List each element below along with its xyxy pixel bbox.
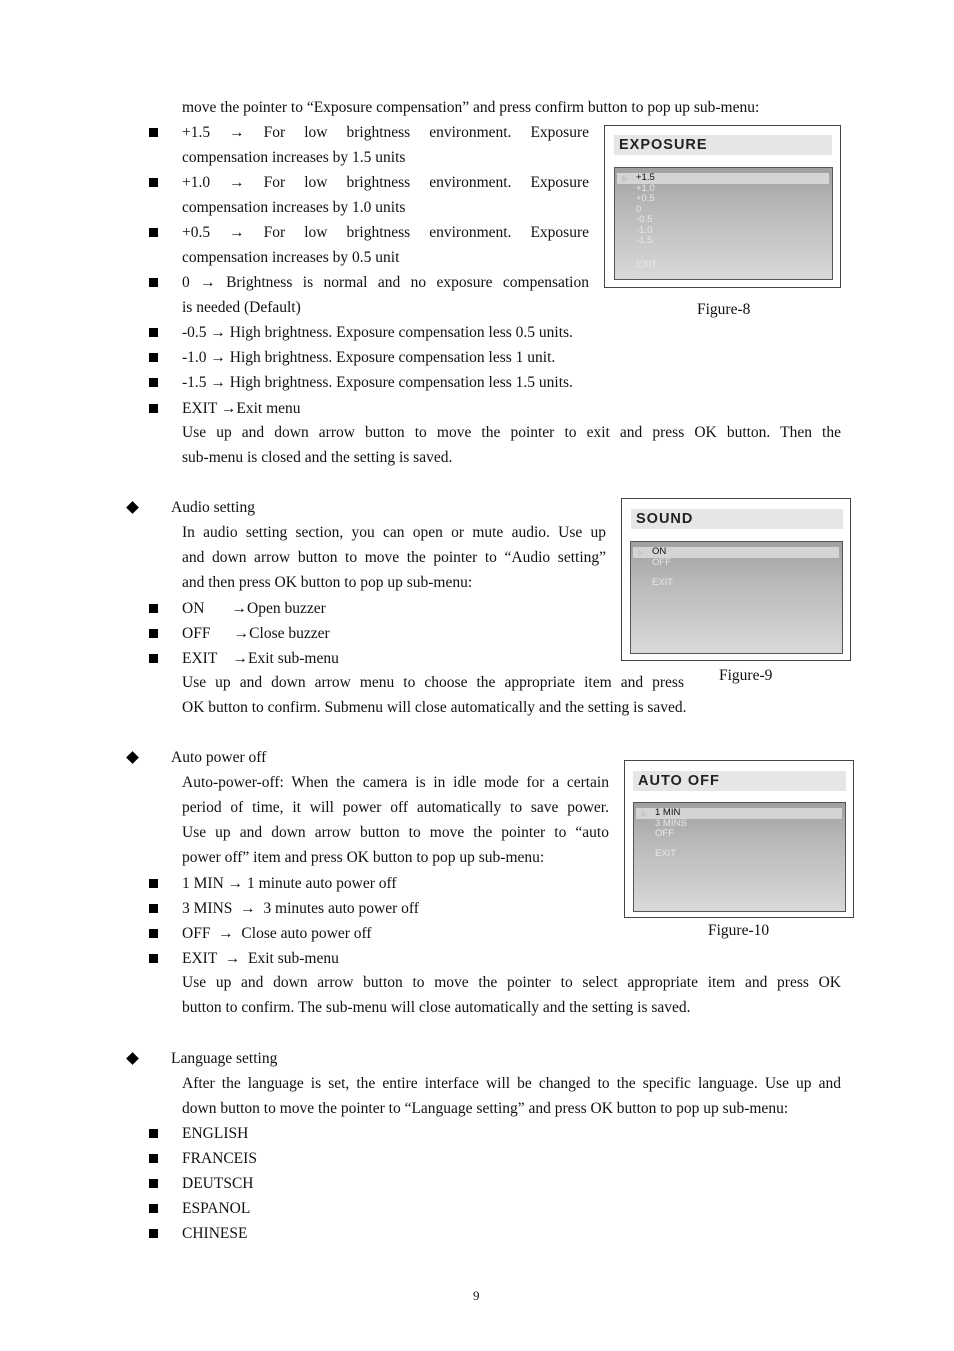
exposure-item-6: -1.0 → High brightness. Exposure compensation less 1 unit. [182, 349, 556, 366]
bullet-square [149, 1204, 158, 1213]
autopower-heading: Auto power off [171, 749, 267, 766]
bullet-square [149, 404, 158, 413]
figure-10-caption: Figure-10 [708, 922, 770, 939]
bullet-square [149, 328, 158, 337]
bullet-diamond [126, 501, 139, 514]
page-number: 9 [473, 1288, 480, 1303]
bullet-square [149, 629, 158, 638]
language-item: FRANCEIS [182, 1150, 257, 1167]
pointer-icon [622, 175, 628, 183]
audio-para-line2: and down arrow button to move the pointer to “Audio setting” [182, 549, 606, 566]
exposure-item-5: -0.5 → High brightness. Exposure compensation less 0.5 units. [182, 324, 573, 341]
figure-autooff-menu [624, 760, 854, 918]
sound-option: OFF [652, 556, 671, 568]
language-item: DEUTSCH [182, 1175, 254, 1192]
autooff-exit-option: EXIT [655, 848, 677, 859]
sound-option: ON [652, 546, 667, 557]
exposure-item-4-line1: 0 → Brightness is normal and no exposure compensation [182, 274, 589, 291]
autopower-note-line2: button to confirm. The sub-menu will close automatically and the setting is saved. [182, 999, 691, 1016]
figure-exposure-title: EXPOSURE [614, 135, 832, 155]
language-para-line2: down button to move the pointer to “Language setting” and press OK button to pop up sub-menu: [182, 1100, 789, 1117]
exposure-option: +0.5 [636, 193, 655, 204]
bullet-square [149, 1129, 158, 1138]
language-item: ENGLISH [182, 1125, 249, 1142]
autopower-item-1min: 1 MIN → 1 minute auto power off [182, 875, 397, 892]
audio-item-exit: EXIT →Exit sub-menu [182, 650, 339, 667]
figure-9-caption: Figure-9 [719, 667, 773, 684]
bullet-square [149, 353, 158, 362]
bullet-square [149, 954, 158, 963]
figure-sound-screen [630, 541, 843, 654]
exposure-option: 0 [636, 203, 642, 215]
pointer-icon [641, 810, 647, 818]
bullet-square [149, 904, 158, 913]
figure-sound-title: SOUND [631, 509, 843, 529]
exposure-item-2-line2: compensation increases by 1.0 units [182, 199, 406, 216]
autopower-item-3mins: 3 MINS → 3 minutes auto power off [182, 900, 419, 917]
bullet-diamond [126, 1052, 139, 1065]
audio-note-line2: OK button to confirm. Submenu will close automatically and the setting is saved. [182, 699, 687, 716]
figure-exposure-screen [614, 167, 833, 280]
exposure-item-1-line1: +1.5 → For low brightness environment. Exposure [182, 124, 589, 141]
exposure-item-3-line1: +0.5 → For low brightness environment. Exposure [182, 224, 589, 241]
bullet-square [149, 929, 158, 938]
bullet-square [149, 128, 158, 137]
bullet-square [149, 178, 158, 187]
autopower-para-line2: period of time, it will power off automatically to save power. [182, 799, 609, 816]
bullet-diamond [126, 751, 139, 764]
exposure-option: +1.0 [636, 182, 655, 194]
audio-item-off: OFF →Close buzzer [182, 625, 330, 642]
exposure-option: -1.0 [636, 224, 653, 236]
exposure-item-3-line2: compensation increases by 0.5 unit [182, 249, 400, 266]
bullet-square [149, 228, 158, 237]
exposure-exit-option: EXIT [636, 259, 658, 270]
autopower-item-off: OFF → Close auto power off [182, 925, 372, 942]
figure-autooff-screen [633, 802, 846, 912]
exposure-note-line2: sub-menu is closed and the setting is saved. [182, 449, 453, 466]
autopower-para-line4: power off” item and press OK button to pop up sub-menu: [182, 849, 545, 866]
language-item: ESPANOL [182, 1200, 251, 1217]
exposure-item-4-line2: is needed (Default) [182, 299, 301, 316]
exposure-item-2-line1: +1.0 → For low brightness environment. Exposure [182, 174, 589, 191]
autopower-para-line1: Auto-power-off: When the camera is in idle mode for a certain [182, 774, 609, 791]
bullet-square [149, 1154, 158, 1163]
exposure-note-line1: Use up and down arrow button to move the pointer to exit and press OK button. Then the [182, 424, 841, 441]
figure-exposure-menu [604, 125, 841, 288]
figure-sound-menu [621, 498, 851, 661]
sound-exit-option: EXIT [652, 577, 674, 588]
language-para-line1: After the language is set, the entire interface will be changed to the specific language. Use up and [182, 1075, 841, 1092]
autooff-option: 1 MIN [655, 807, 681, 818]
autooff-option: 3 MINS [655, 817, 687, 829]
bullet-square [149, 879, 158, 888]
language-heading: Language setting [171, 1050, 278, 1067]
exposure-item-1-line2: compensation increases by 1.5 units [182, 149, 406, 166]
exposure-item-7: -1.5 → High brightness. Exposure compensation less 1.5 units. [182, 374, 573, 391]
bullet-square [149, 604, 158, 613]
audio-heading: Audio setting [171, 499, 255, 516]
audio-item-on: ON →Open buzzer [182, 600, 326, 617]
bullet-square [149, 278, 158, 287]
autopower-para-line3: Use up and down arrow button to move the pointer to “auto [182, 824, 609, 841]
exposure-option: -0.5 [636, 214, 653, 225]
autopower-item-exit: EXIT → Exit sub-menu [182, 950, 339, 967]
bullet-square [149, 654, 158, 663]
audio-note-line1: Use up and down arrow menu to choose the appropriate item and press [182, 674, 684, 691]
exposure-intro: move the pointer to “Exposure compensation” and press confirm button to pop up sub-menu: [182, 99, 760, 116]
bullet-square [149, 378, 158, 387]
audio-para-line1: In audio setting section, you can open or mute audio. Use up [182, 524, 606, 541]
audio-para-line3: and then press OK button to pop up sub-menu: [182, 574, 473, 591]
exposure-option: -1.5 [636, 235, 653, 246]
language-item: CHINESE [182, 1225, 248, 1242]
pointer-icon [638, 549, 644, 557]
figure-8-caption: Figure-8 [697, 301, 751, 318]
bullet-square [149, 1179, 158, 1188]
bullet-square [149, 1229, 158, 1238]
autopower-note-line1: Use up and down arrow button to move the pointer to select appropriate item and press OK [182, 974, 841, 991]
autooff-option: OFF [655, 827, 674, 839]
figure-autooff-title: AUTO OFF [633, 771, 846, 791]
exposure-item-8: EXIT →Exit menu [182, 400, 301, 417]
exposure-option: +1.5 [636, 172, 655, 183]
